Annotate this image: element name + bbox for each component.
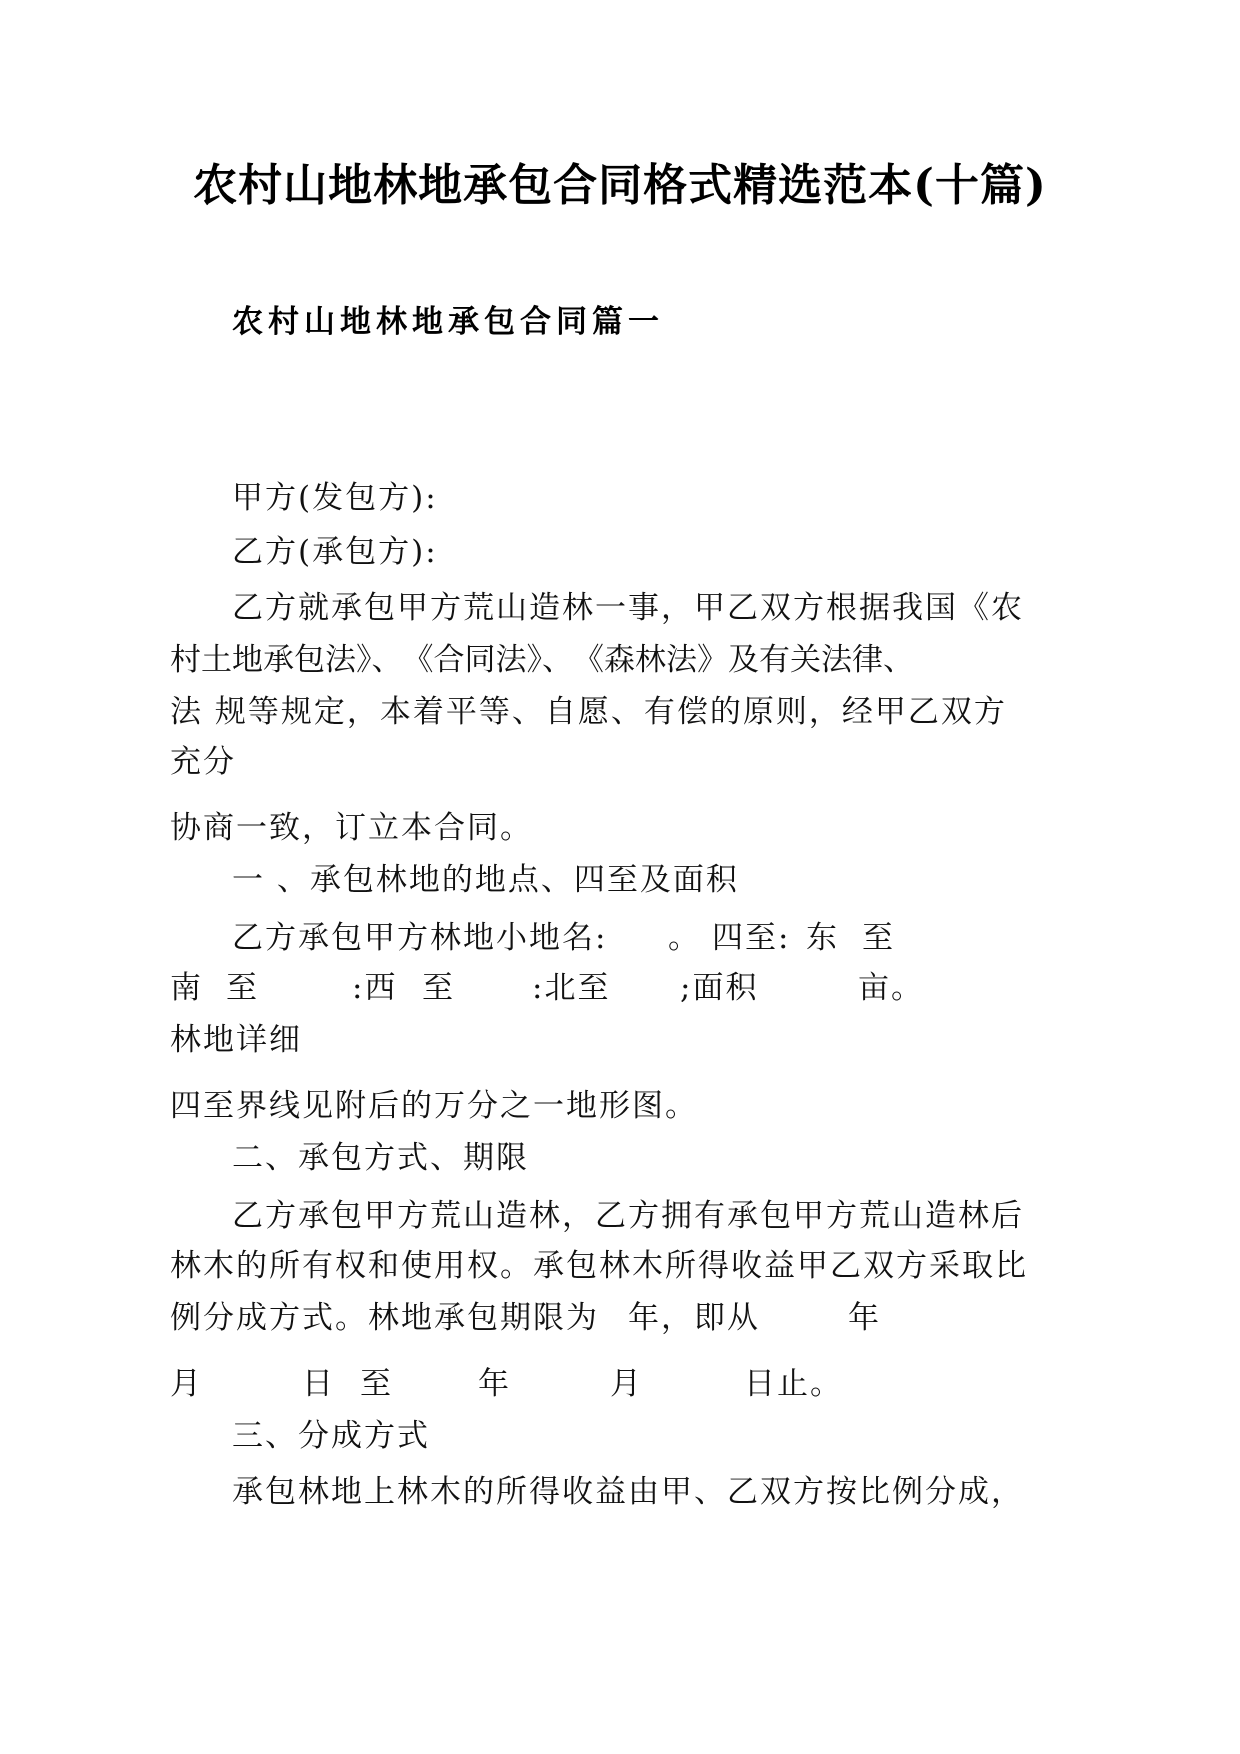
start-year: 年 — [848, 1300, 881, 1336]
party-b-line: 乙方(承包方): — [232, 534, 438, 570]
paragraph-line: 林木的所有权和使用权。承包林木所得收益甲乙双方采取比 — [170, 1248, 1028, 1284]
boundary-east-to: 至 — [862, 920, 895, 956]
section-heading-2: 二、承包方式、期限 — [232, 1140, 529, 1176]
paragraph-line: 承包林地上林木的所得收益由甲、乙双方按比例分成， — [232, 1474, 1024, 1510]
boundary-label: 四至: — [712, 920, 791, 956]
section-heading-3: 三、分成方式 — [232, 1418, 430, 1454]
paragraph-line: 四至界线见附后的万分之一地形图。 — [170, 1088, 698, 1124]
section-heading-1: 一 、承包林地的地点、四至及面积 — [232, 862, 739, 898]
start-day: 日 — [302, 1366, 335, 1402]
term-years: 年，即从 — [628, 1300, 760, 1336]
boundary-south: 南 — [170, 970, 203, 1006]
date-to: 至 — [360, 1366, 393, 1402]
parcel-name-label: 乙方承包甲方林地小地名: — [232, 920, 608, 956]
boundary-east: 东 — [806, 920, 839, 956]
paragraph-line: 协商一致，订立本合同。 — [170, 810, 533, 846]
boundary-west-to: 至 — [422, 970, 455, 1006]
section-title: 农村山地林地承包合同篇一 — [232, 304, 664, 340]
term-label: 例分成方式。林地承包期限为 — [170, 1300, 599, 1336]
paragraph-line: 充分 — [170, 744, 236, 780]
area-unit: 亩。 — [858, 970, 924, 1006]
paragraph-line: 乙方承包甲方荒山造林，乙方拥有承包甲方荒山造林后 — [232, 1198, 1024, 1234]
paragraph-line: 林地详细 — [170, 1022, 302, 1058]
boundary-west: :西 — [352, 970, 398, 1006]
end-day: 日止。 — [744, 1366, 843, 1402]
paragraph-line: 法 规等规定，本着平等、自愿、有偿的原则，经甲乙双方 — [170, 694, 1007, 730]
period-mark: 。 — [668, 920, 701, 956]
paragraph-line: 村土地承包法》、 《合同法》、 《森林法》及有关法律、 — [170, 642, 914, 678]
start-month: 月 — [170, 1366, 203, 1402]
document-title: 农村山地林地承包合同格式精选范本(十篇) — [193, 160, 1047, 211]
party-a-line: 甲方(发包方): — [232, 480, 438, 516]
area-label: ;面积 — [680, 970, 759, 1006]
end-year: 年 — [478, 1366, 511, 1402]
boundary-north: :北至 — [532, 970, 611, 1006]
end-month: 月 — [610, 1366, 643, 1402]
boundary-south-to: 至 — [226, 970, 259, 1006]
paragraph-line: 乙方就承包甲方荒山造林一事，甲乙双方根据我国《农 — [232, 590, 1024, 626]
